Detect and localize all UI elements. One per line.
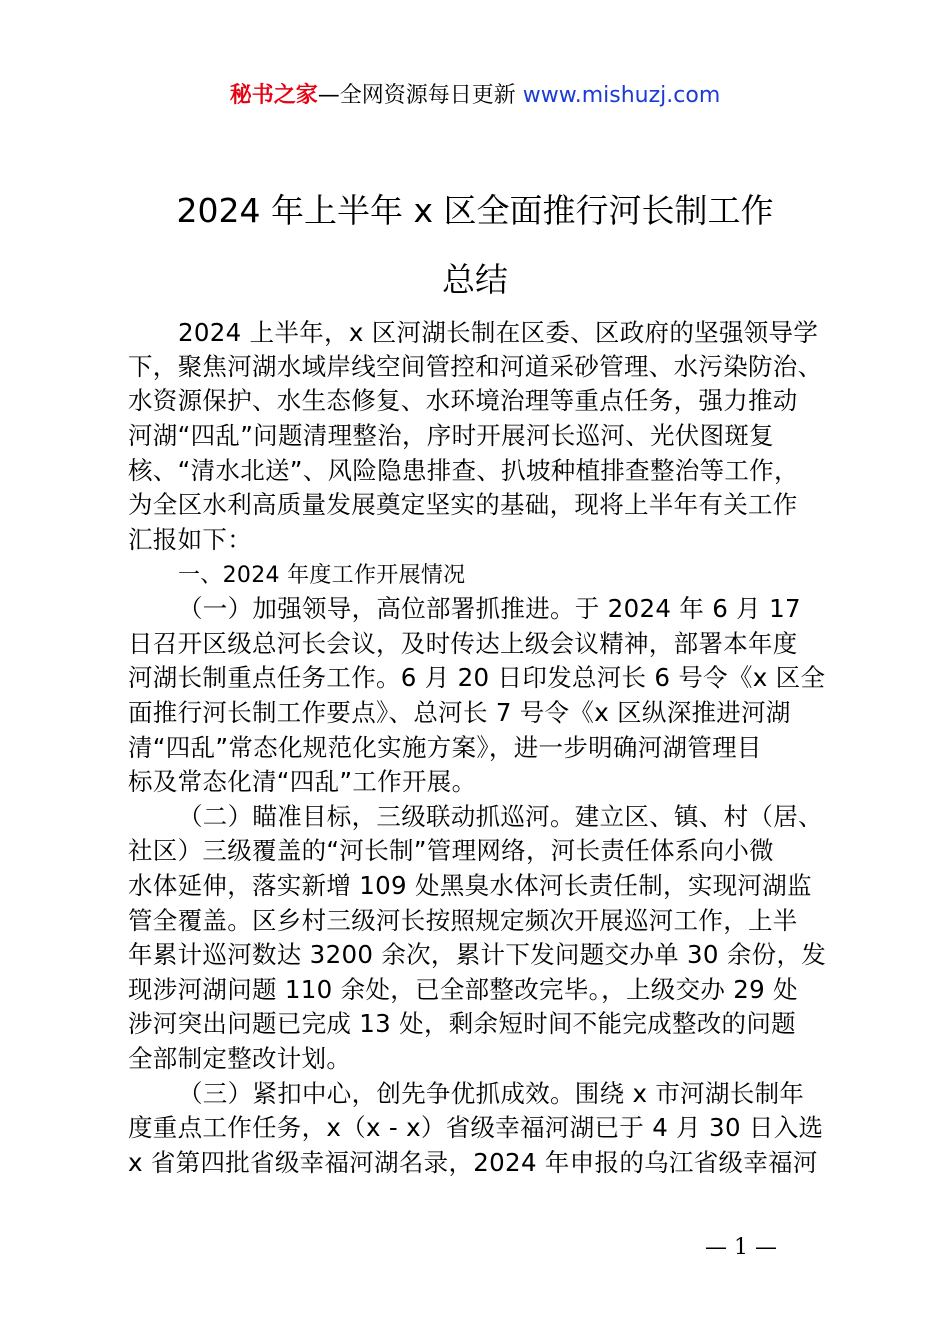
site-url[interactable]: www.mishuzj.com: [522, 83, 721, 108]
brand-name: 秘书之家: [229, 83, 318, 108]
paragraph-line: 清“四乱”常态化规范化实施方案》，进一步明确河湖管理目: [128, 733, 762, 762]
page-number: — 1 —: [705, 1235, 777, 1260]
paragraph-line: x 省第四批省级幸福河湖名录，2024 年申报的乌江省级幸福河: [128, 1148, 818, 1177]
paragraph-line: 全部制定整改计划。: [128, 1044, 352, 1073]
paragraph-line: 年累计巡河数达 3200 余次，累计下发问题交办单 30 余份，发: [128, 940, 827, 969]
document-title-line-1: 2024 年上半年 x 区全面推行河长制工作: [176, 191, 774, 230]
site-header: [0, 80, 950, 112]
paragraph-line: 管全覆盖。区乡村三级河长按照规定频次开展巡河工作，上半: [128, 906, 798, 935]
paragraph-line: 度重点工作任务，x（x - x）省级幸福河湖已于 4 月 30 日入选: [128, 1113, 824, 1142]
paragraph-line: 标及常态化清“四乱”工作开展。: [128, 767, 477, 796]
paragraph-line: 为全区水利高质量发展奠定坚实的基础，现将上半年有关工作: [128, 490, 798, 519]
document-title-line-2: 总结: [442, 260, 508, 299]
paragraph-line: 河湖长制重点任务工作。6 月 20 日印发总河长 6 号令《x 区全: [128, 663, 826, 692]
paragraph-line: 社区）三级覆盖的“河长制”管理网络，河长责任体系向小微: [128, 836, 774, 865]
paragraph-line: 面推行河长制工作要点》、总河长 7 号令《x 区纵深推进河湖: [128, 698, 791, 727]
paragraph-line: 下，聚焦河湖水域岸线空间管控和河道采砂管理、水污染防治、: [128, 352, 823, 381]
paragraph-line: 2024 上半年，x 区河湖长制在区委、区政府的坚强领导学: [178, 318, 819, 347]
paragraph-line: 汇报如下：: [128, 525, 252, 554]
paragraph-line: 核、“清水北送”、风险隐患排查、扒坡种植排查整治等工作，: [128, 456, 799, 485]
paragraph-line: （三）紧扣中心，创先争优抓成效。围绕 x 市河湖长制年: [178, 1079, 805, 1108]
section-heading: 一、2024 年度工作开展情况: [178, 563, 466, 588]
header-tagline: —全网资源每日更新: [317, 83, 523, 108]
paragraph-line: （一）加强领导，高位部署抓推进。于 2024 年 6 月 17: [178, 594, 801, 623]
paragraph-line: 水资源保护、水生态修复、水环境治理等重点任务，强力推动: [128, 386, 798, 415]
paragraph-line: 现涉河湖问题 110 余处，已全部整改完毕。，上级交办 29 处: [128, 975, 798, 1004]
paragraph-line: 涉河突出问题已完成 13 处，剩余短时间不能完成整改的问题: [128, 1009, 796, 1038]
paragraph-line: 水体延伸，落实新增 109 处黑臭水体河长责任制，实现河湖监: [128, 871, 812, 900]
paragraph-line: 河湖“四乱”问题清理整治，序时开展河长巡河、光伏图斑复: [128, 421, 774, 450]
paragraph-line: （二）瞄准目标，三级联动抓巡河。建立区、镇、村（居、: [178, 802, 823, 831]
paragraph-line: 日召开区级总河长会议，及时传达上级会议精神，部署本年度: [128, 629, 798, 658]
